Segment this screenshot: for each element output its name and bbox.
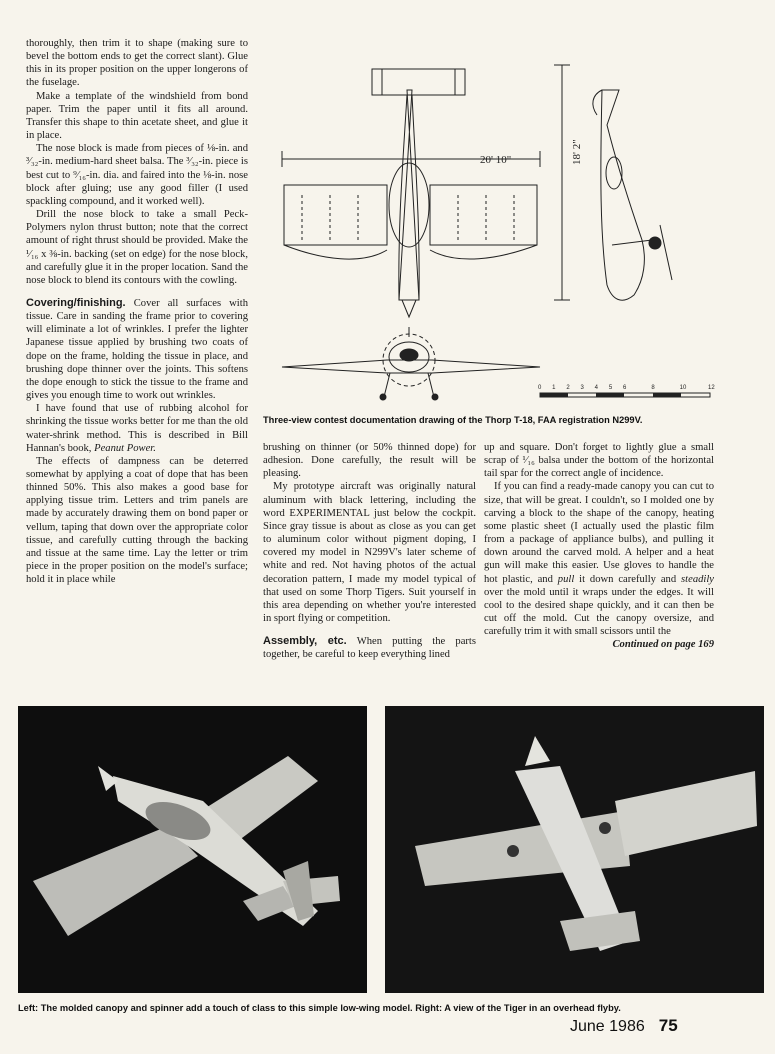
photo-overhead-flyby	[385, 706, 764, 993]
front-view-wing	[282, 360, 540, 373]
scale-tick-label: 1	[552, 385, 556, 391]
book-title: Peanut Power.	[94, 442, 156, 454]
paragraph: up and square. Don't forget to lightly glue a small scrap of ¹⁄₁₆ balsa under the bottom of the horizontal tail spar for the correct angle of incidence.	[484, 442, 714, 480]
scale-tick-label: 6	[623, 385, 627, 391]
continued-note: Continued on page 169	[612, 639, 714, 651]
scale-tick-label: 5	[608, 385, 613, 391]
scale-tick-label: 2	[566, 385, 570, 391]
paragraph	[26, 297, 248, 402]
length-label: 18' 2"	[571, 139, 583, 165]
paragraph: The effects of dampness can be deterred somewhat by applying a coat of dope that has been thinned 50%. This also makes a good base for applying tissue trim. Letters and trim panels are made by accurately drawing them on bond paper or vellum, taping that down over the appropriate color tissue, and carefully cutting through the backing and tissue at the same time. Lay the letter or trim piece in the proper position on the model's surface; hold it in place while	[26, 455, 248, 586]
paragraph	[26, 402, 248, 455]
page-footer	[570, 1016, 678, 1036]
side-view-wheel	[649, 237, 661, 249]
top-view-tail	[372, 69, 465, 95]
paragraph: Drill the nose block to take a small Peck-Polymers nylon thrust button; note that the correct amount of right thrust should be provided. Make the ¹⁄₁₆ x ⅜-in. backing (set on edge) for the nose block, and carefully glue it in the proper location. Sand the nose block to blend its contours with the cowling.	[26, 209, 248, 286]
paragraph-text: I have found that use of rubbing alcohol for shrinking the tissue works better for me than the old water-shrink method. This is described in Bill Hannan's book,	[26, 403, 248, 454]
drawing-caption: Three-view contest documentation drawing of the Thorp T-18, FAA registration N299V.	[263, 415, 643, 425]
paragraph: The nose block is made from pieces of ⅛-in. and ³⁄₃₂-in. medium-hard sheet balsa. The ³⁄₃₂-in. piece is best cut to ⁹⁄₁₆-in. dia. and faired into the ⅛-in. nose block after gluing; use any good filler (I used spackling compound, and it worked well).	[26, 143, 248, 207]
photo-canopy-model	[18, 706, 367, 993]
section-heading-covering: Covering/finishing.	[26, 296, 126, 309]
side-view-canopy	[606, 157, 622, 189]
airplane-model-photo-left	[18, 706, 367, 993]
paragraph: thoroughly, then trim it to shape (making sure to bevel the bottom ends to get the correct slant). Glue this in its proper position on the upper longerons of the fuselage.	[26, 38, 248, 89]
top-view-left-wing	[284, 185, 387, 245]
top-view-fuselage	[399, 90, 419, 300]
section-heading-assembly: Assembly, etc.	[263, 635, 347, 648]
side-view-fuselage	[601, 90, 645, 300]
three-view-drawing	[262, 55, 732, 405]
paragraph	[263, 635, 476, 661]
top-view-right-wing	[430, 185, 537, 245]
article-column-2	[263, 441, 476, 662]
emphasis: steadily	[681, 573, 714, 585]
article-column-3	[484, 441, 714, 652]
photo-caption: Left: The molded canopy and spinner add a touch of class to this simple low-wing model. Right: A view of the Tiger in an overhead flyby.	[18, 1003, 621, 1013]
paragraph-text: over the mold until it wraps under the edges. It will cool to the desired shape quickly, and it can then be cut off the mold. Cut the canopy oversize, and carefully trim it with small scissors until the	[484, 586, 714, 638]
scale-tick-label: 12	[708, 385, 715, 391]
scale-tick-label: 3	[580, 385, 584, 391]
paragraph: Make a template of the windshield from bond paper. Trim the paper until it fits all around. Transfer this shape to thin acetate sheet, and glue it in place.	[26, 90, 248, 142]
top-view-canopy	[389, 163, 429, 247]
span-label: 20' 10"	[480, 154, 512, 166]
paragraph: brushing on thinner (or 50% thinned dope) for adhesion. Done carefully, the result will be pleasing.	[263, 442, 476, 480]
airplane-model-photo-right	[385, 706, 764, 993]
emphasis: pull	[557, 573, 575, 585]
scale-tick-label: 4	[594, 385, 599, 391]
paragraph: My prototype aircraft was originally natural aluminum with black lettering, including the word EXPERIMENTAL just below the cockpit. Since gray tissue is about as close as you can get to aluminum color without pigment doping, I covered my model in N299V's later scheme of white and red. Not having photos of the actual decoration pattern, I made my model typical of that used on some Thorp Tigers. Suit yourself in this area depending on whether you're interested in sport flying or competition.	[263, 481, 476, 625]
paragraph	[484, 480, 714, 638]
scale-tick-label: 10	[679, 385, 687, 391]
paragraph-text: When putting the parts together, be careful to keep everything lined	[263, 636, 476, 661]
article-column-1	[26, 37, 248, 586]
paragraph-text: Cover all surfaces with tissue. Care in sanding the frame prior to covering will eliminate a lot of wrinkles. I prefer the lighter Japanese tissue applied by brushing two coats of dope on the frame, holding the tissue in place, and brushing dope thinner over the joints. This softens the dope enough to stick the tissue to the frame and gives you enough time to work out wrinkles.	[26, 297, 248, 402]
paragraph-text: If you can find a ready-made canopy you can cut to size, that will be great. I couldn't, so I molded one by carving a block to the shape of the canopy, heating some plastic sheet (I actually used the plastic film from a package of appliance bulbs), and pulling it down around the carved mold. A helper and a heat gun will make this easier. Use gloves to handle the hot plastic, and	[484, 481, 714, 585]
scale-bar	[540, 393, 710, 397]
issue-date: June 1986	[570, 1018, 645, 1035]
paragraph-text: it down carefully and	[574, 573, 682, 585]
scale-tick-label: 8	[651, 385, 655, 391]
page-number: 75	[658, 1016, 678, 1035]
scale-tick-label: 0	[538, 385, 542, 391]
